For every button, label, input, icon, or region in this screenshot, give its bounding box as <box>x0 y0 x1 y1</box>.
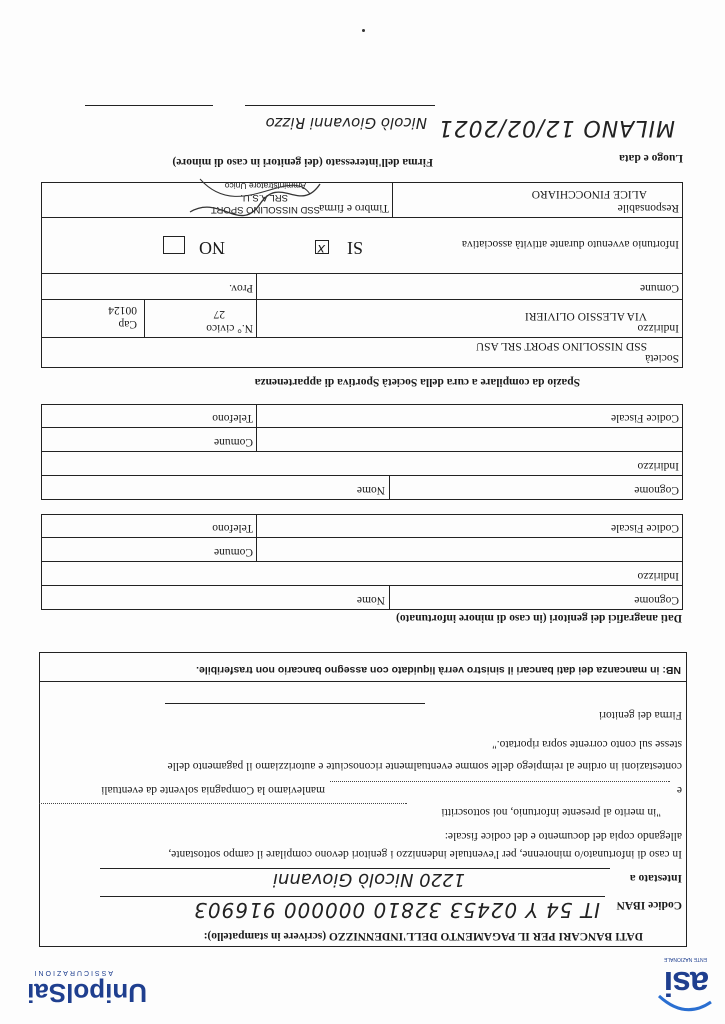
s-row-line-1 <box>41 337 683 338</box>
no-label: NO <box>199 238 225 258</box>
bank-title: DATI BANCARI PER IL PAGAMENTO DELL'INDENNIZZO (scrivere in stampatello): <box>203 930 643 942</box>
holder-value[interactable]: 1220 Nicolò Giovanni <box>272 869 465 890</box>
parent-2-name-label: Nome <box>356 484 385 496</box>
unipolsai-logo <box>7 954 147 1014</box>
s-row-line-2 <box>41 299 683 300</box>
signature-value[interactable]: Nicolò Giovanni Rizzo <box>265 114 427 132</box>
unipolsai-logo-sub: ASSICURAZIONI <box>32 969 113 976</box>
p2-col-line-1 <box>389 476 390 500</box>
parent-2-city-label: Comune <box>214 436 253 448</box>
p1-col-line-1 <box>389 586 390 610</box>
civic-label: N.° civico <box>206 322 253 334</box>
quote-line-2: e <box>676 784 682 796</box>
prov-label: Prov. <box>229 282 253 294</box>
parents-title: Dati anagrafici dei genitori (in caso di minore infortunato) <box>396 612 682 624</box>
society-label: Società <box>645 352 679 364</box>
stamp-line-3: Amministratore Unico <box>224 181 306 191</box>
place-date-label: Luogo e data <box>619 152 683 164</box>
scan-speck <box>362 29 365 32</box>
stamp-label: Timbro e firma <box>319 202 389 214</box>
minor-text: In caso di infortunato/o minorenne, per l'eventuale indennizzo i genitori devono compilare il campo sottostante, <box>168 848 682 860</box>
p2-col-line-2 <box>256 404 257 452</box>
quote-dots-2 <box>330 781 670 782</box>
parent-2-taxcode-label: Codice Fiscale <box>610 412 679 424</box>
parent-1-name-label: Nome <box>356 594 385 606</box>
parent-1-address-label: Indirizzo <box>637 570 679 582</box>
parent-1-taxcode-label: Codice Fiscale <box>610 522 679 534</box>
civic-value[interactable]: 27 <box>213 308 225 320</box>
society-title: Spazio da compilare a cura della Società Sportiva di appartenenza <box>254 376 580 388</box>
parent-2-surname-label: Cognome <box>634 484 679 496</box>
s-col-line-cap <box>144 300 145 338</box>
s-row-line-3 <box>41 273 683 274</box>
parent-1-phone-label: Telefono <box>212 522 253 534</box>
quote-line-3: contestazioni in ordine al reimpiego delle somme eventualmente riconosciute e autorizziamo il pagamento delle <box>167 760 682 772</box>
nb-divider <box>39 681 687 682</box>
parents-sign-label: Firma dei genitori <box>598 709 682 721</box>
blank-signature-line <box>85 105 213 106</box>
nb-note: NB: in mancanza dei dati bancari il sinistro verrà liquidato con assegno bancario non trasferibile. <box>196 664 681 676</box>
quote-line-1: "in merito al presente infortunio, noi sottoscritti <box>441 806 661 818</box>
resp-label: Responsabile <box>617 202 679 214</box>
s-col-line-stamp <box>392 182 393 218</box>
cap-label: Cap <box>118 318 137 330</box>
address-label: Indirizzo <box>637 322 679 334</box>
quote-line-2b: manleviamo la Compagnia solvente da eventuali <box>101 784 325 796</box>
iban-label: Codice IBAN <box>616 899 682 911</box>
resp-value[interactable]: ALICE FINOCCHIARO <box>531 188 647 200</box>
society-value[interactable]: SSD NISSOLINO SPORT SRL ASU <box>475 340 647 352</box>
city-label: Comune <box>640 282 679 294</box>
parent-1-surname-label: Cognome <box>634 594 679 606</box>
unipolsai-logo-text: UnipolSai <box>27 978 147 1008</box>
p2-row-line-1 <box>41 475 683 476</box>
p1-row-line-3 <box>41 537 683 538</box>
p2-row-line-3 <box>41 427 683 428</box>
no-checkbox[interactable] <box>163 236 185 254</box>
p1-row-line-1 <box>41 585 683 586</box>
parent-2-phone-label: Telefono <box>212 412 253 424</box>
place-date-value[interactable]: MILANO 12/02/2021 <box>437 115 675 140</box>
stamp-line-2: SRL A.S.U. <box>240 192 288 203</box>
minor-text-2: allegando copia del documento e del codice fiscale: <box>444 830 682 842</box>
quote-dots-1 <box>39 803 407 804</box>
parent-2-address-label: Indirizzo <box>637 460 679 472</box>
asi-logo-text: asi <box>664 964 709 1002</box>
p1-col-line-2 <box>256 514 257 562</box>
quote-line-4: stesse sul conto corrente sopra riportato." <box>492 738 682 750</box>
parents-sign-line <box>165 703 425 704</box>
s-col-line-civic <box>256 274 257 338</box>
p1-row-line-2 <box>41 561 683 562</box>
parent-1-city-label: Comune <box>214 546 253 558</box>
stamp-line-1: SSD NISSOLINO SPORT <box>210 204 320 215</box>
injury-label: Infortunio avvenuto durante attività associativa <box>461 238 679 250</box>
asi-logo-sub: ENTE NAZIONALE <box>663 956 707 962</box>
iban-line <box>100 896 605 897</box>
holder-label: Intestato a <box>629 872 682 884</box>
sign-label: Firma dell'interessato (dei genitori in caso di minore) <box>172 156 433 168</box>
asi-logo <box>655 956 715 1016</box>
cap-value[interactable]: 00124 <box>108 304 137 316</box>
signature-line <box>245 105 435 106</box>
s-row-line-4 <box>41 217 683 218</box>
iban-value[interactable]: IT 54 Y 02453 32810 000000 916903 <box>193 898 600 922</box>
p2-row-line-2 <box>41 451 683 452</box>
address-value[interactable]: VIA ALESSIO OLIVIERI <box>524 310 647 322</box>
stamp-signature <box>180 164 330 224</box>
yes-checkbox-mark: x <box>317 241 325 256</box>
yes-label: SI <box>346 238 363 258</box>
